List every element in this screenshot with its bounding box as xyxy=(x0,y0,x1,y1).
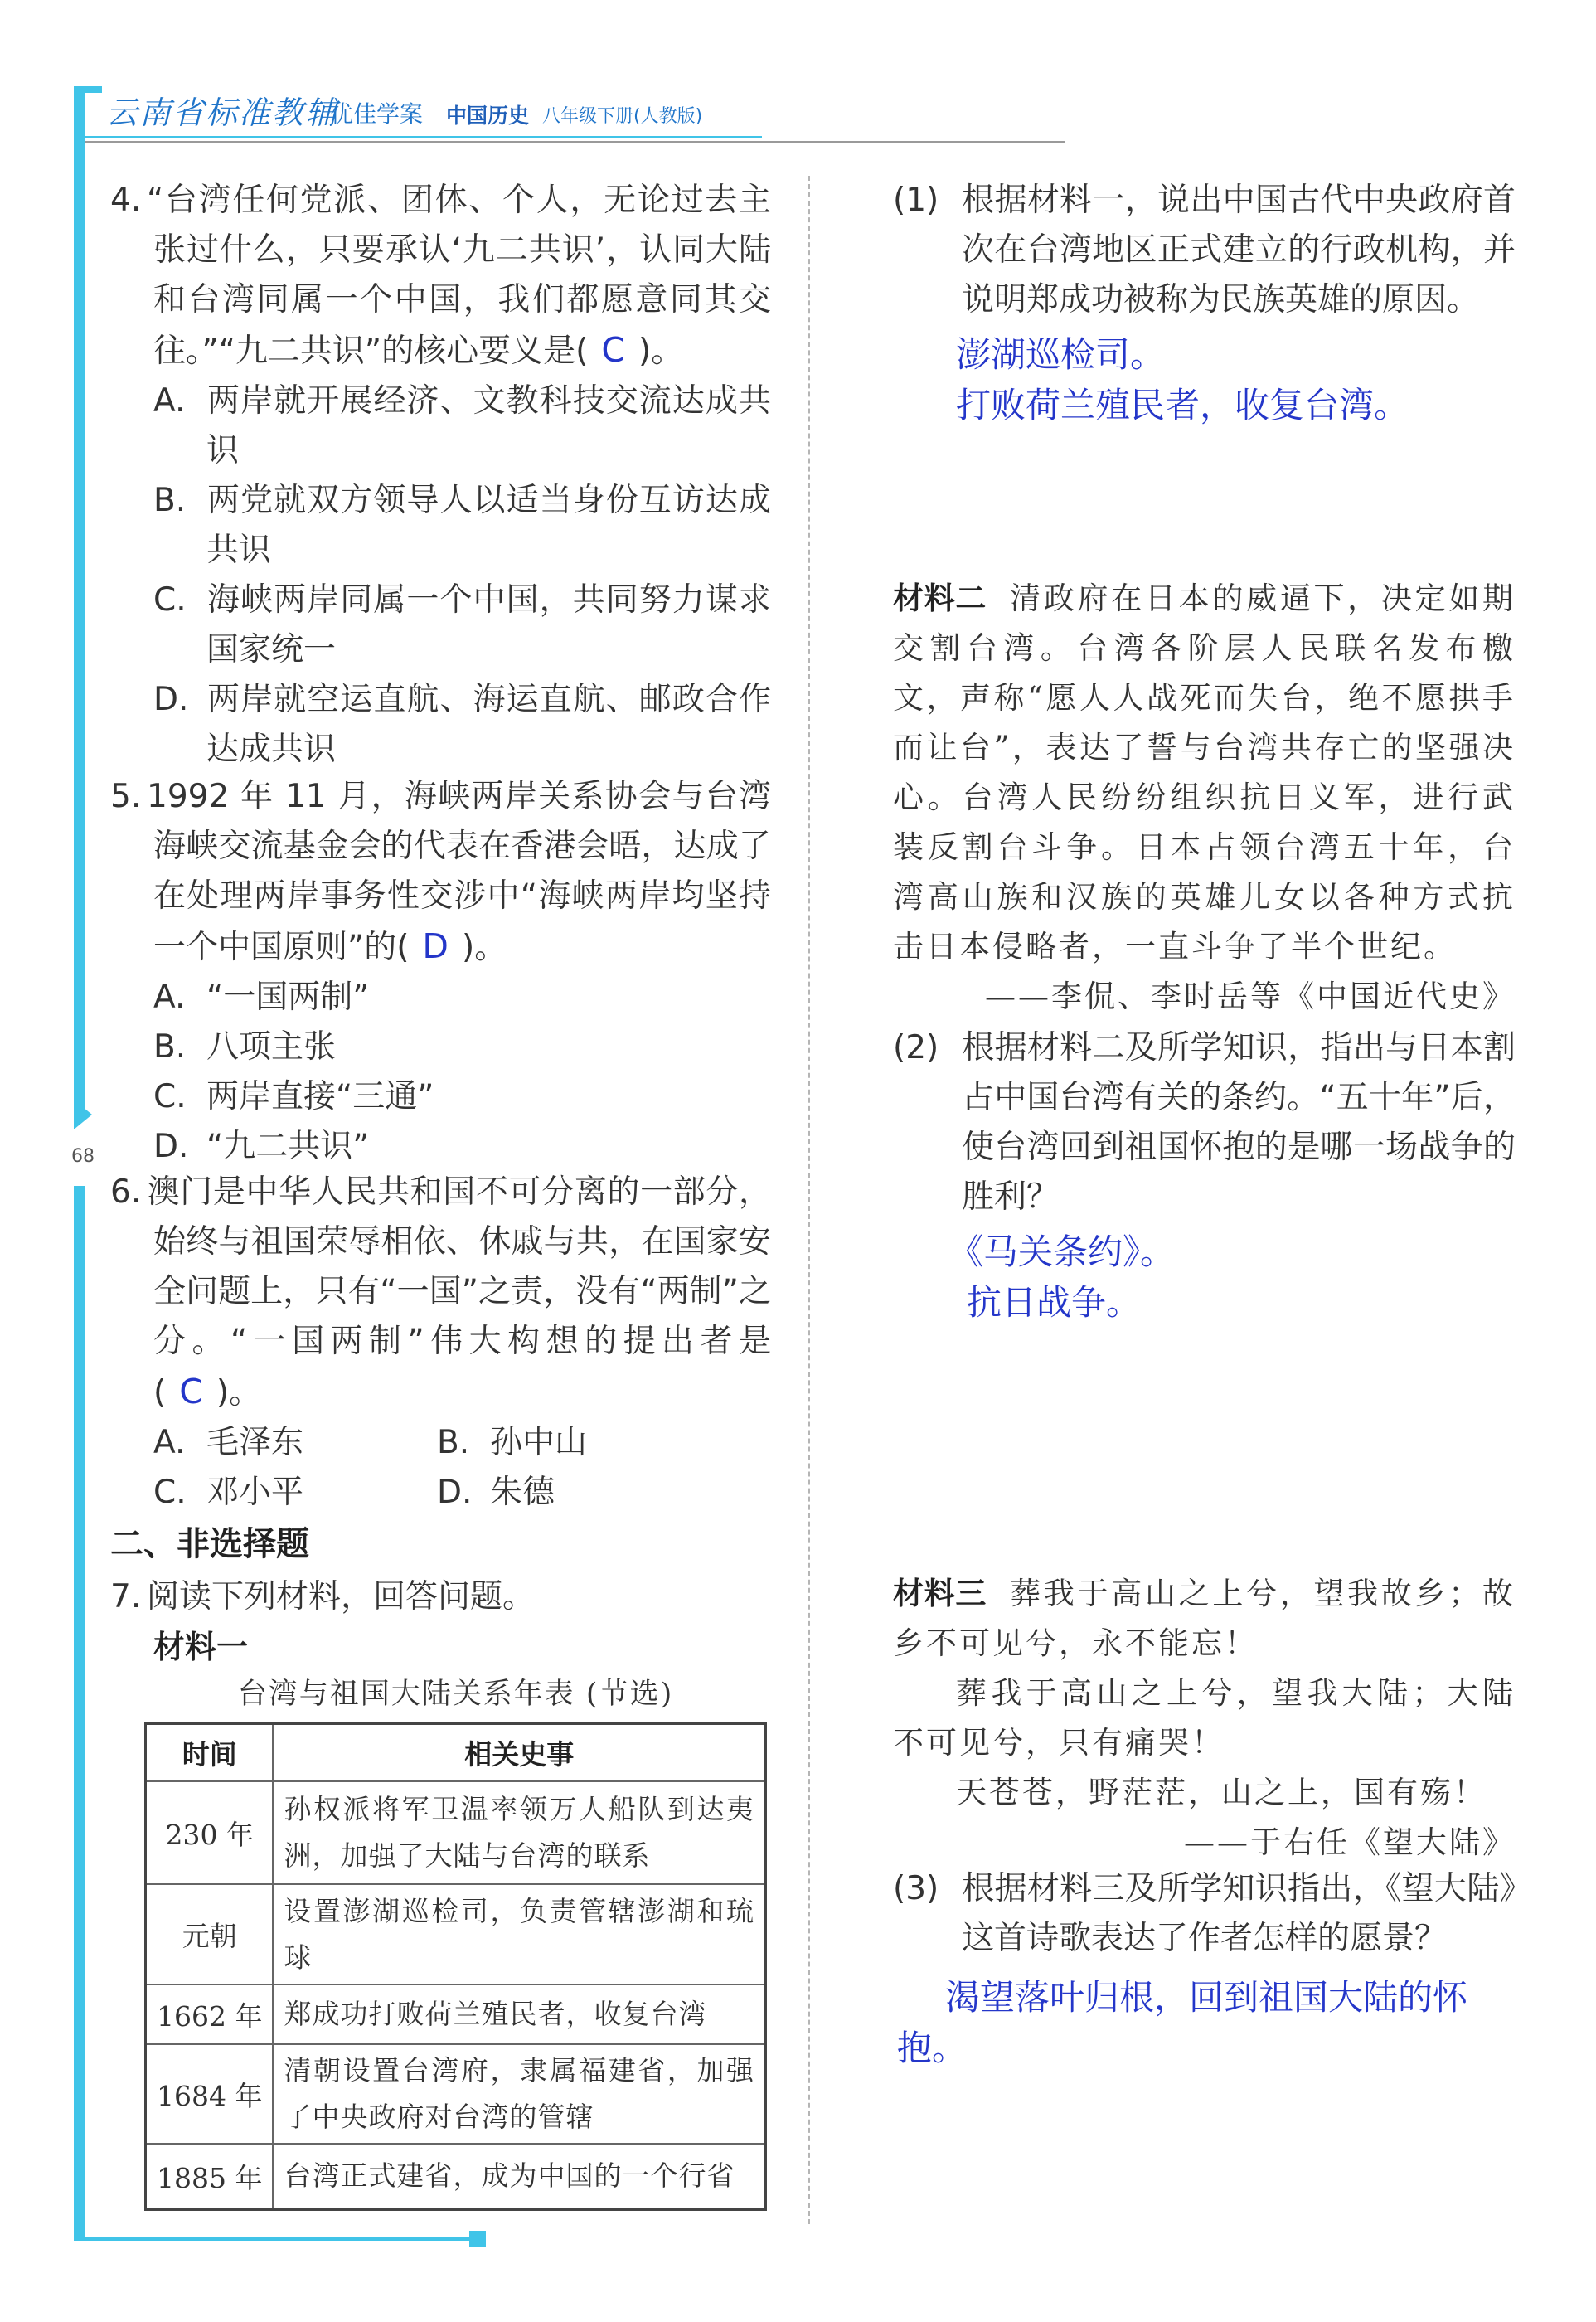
material-1-label: 材料一 xyxy=(153,1629,249,1665)
option-a xyxy=(153,973,771,1023)
option-c xyxy=(153,576,771,675)
option-grid xyxy=(153,1418,771,1518)
option-d xyxy=(153,675,771,775)
stem-text: 1992 年 11 月，海峡两岸关系协会与台湾海峡交流基金会的代表在香港会晤，达成了在处理两岸事务性交涉中“海峡两岸均坚持一个中国原则”的( xyxy=(147,778,771,966)
table-row xyxy=(146,1781,766,1884)
part-prompt xyxy=(893,1864,1516,1964)
question-number: 4. xyxy=(110,182,142,219)
option-text: 两党就双方领导人以适当身份互访达成共识 xyxy=(206,482,771,569)
option-b xyxy=(437,1418,720,1468)
header-rule xyxy=(74,141,1065,143)
row-event: 台湾正式建省，成为中国的一个行省 xyxy=(273,2144,765,2209)
question-number: 7. xyxy=(110,1578,142,1615)
stanza-text: 葬我于高山之上兮，望我故乡；故乡不可见兮，永不能忘！ xyxy=(893,1576,1516,1661)
header-underline xyxy=(74,136,762,138)
row-time: 1885 年 xyxy=(146,2144,274,2209)
header-subject: 中国历史 xyxy=(446,104,530,128)
part-label: (2) xyxy=(893,1029,939,1066)
option-text: “一国两制” xyxy=(206,979,370,1016)
answer-line: 打败荷兰殖民者，收复台湾。 xyxy=(956,385,1409,425)
stem-text: “台湾任何党派、团体、个人，无论过去主张过什么，只要承认‘九二共识’，认同大陆和台湾同属一个中国，我们都愿意同其交往。”“九二共识”的核心要义是( xyxy=(147,182,771,370)
material-3-stanza: 天苍苍，野茫茫，山之上，国有殇！ xyxy=(956,1775,1487,1810)
option-a xyxy=(153,1418,437,1468)
part-text: 根据材料二及所学知识，指出与日本割占中国台湾有关的条约。“五十年”后，使台湾回到祖国怀抱的是哪一场战争的胜利？ xyxy=(962,1029,1516,1216)
question-stem xyxy=(110,772,771,973)
answer-line: 抗日战争。 xyxy=(967,1282,1142,1323)
option-label: C. xyxy=(153,1474,187,1511)
option-label: B. xyxy=(437,1424,470,1461)
material-2-body xyxy=(893,574,1516,972)
option-label: A. xyxy=(153,979,186,1016)
header-brand: 优佳学案 xyxy=(330,100,424,128)
stem-text-end: )。 xyxy=(216,1374,262,1411)
material-3-source: ——于右任《望大陆》 xyxy=(1184,1824,1516,1860)
page-number: 68 xyxy=(71,1146,95,1167)
question-number: 6. xyxy=(110,1173,142,1211)
header-event: 相关史事 xyxy=(273,1724,765,1782)
stem-text: 阅读下列材料，回答问题。 xyxy=(147,1578,536,1615)
part-2-answer xyxy=(948,1227,1175,1328)
option-b xyxy=(153,476,771,576)
table-title: 台湾与祖国大陆关系年表 (节选) xyxy=(237,1678,674,1711)
table-row xyxy=(146,2044,766,2144)
row-time: 元朝 xyxy=(146,1884,274,1984)
option-text: 邓小平 xyxy=(206,1474,304,1511)
row-time: 1684 年 xyxy=(146,2044,274,2144)
answer-choice: D xyxy=(422,926,449,966)
option-b xyxy=(153,1023,771,1072)
bottom-rule xyxy=(74,2237,472,2241)
material-2-source: ——李侃、李时岳等《中国近代史》 xyxy=(985,979,1516,1014)
part-label: (3) xyxy=(893,1870,939,1907)
table-row xyxy=(146,1984,766,2044)
bottom-square-marker xyxy=(469,2231,486,2247)
option-text: 孙中山 xyxy=(490,1424,588,1461)
question-stem xyxy=(110,176,771,376)
question-6 xyxy=(110,1168,771,1518)
option-text: 两岸就空运直航、海运直航、邮政合作达成共识 xyxy=(206,681,771,768)
row-event: 设置澎湖巡检司，负责管辖澎湖和琉球 xyxy=(273,1884,765,1984)
left-margin-bar xyxy=(74,139,85,1110)
option-label: D. xyxy=(153,1128,189,1165)
option-text: 朱德 xyxy=(490,1474,555,1511)
option-label: B. xyxy=(153,1028,187,1066)
header-grade: 八年级下册(人教版) xyxy=(542,106,703,127)
answer-choice: C xyxy=(179,1372,203,1411)
material-2 xyxy=(893,574,1516,1022)
option-text: 两岸直接“三通” xyxy=(206,1078,434,1115)
left-margin-bar-lower xyxy=(74,1186,85,2239)
material-3 xyxy=(893,1569,1516,1868)
option-label: D. xyxy=(153,681,189,718)
timeline-table xyxy=(144,1722,767,2211)
table-row xyxy=(146,2144,766,2209)
stem-text-end: )。 xyxy=(638,333,684,370)
question-7-part-3 xyxy=(893,1864,1516,1964)
option-text: 两岸就开展经济、文教科技交流达成共识 xyxy=(206,382,771,469)
option-label: D. xyxy=(437,1474,473,1511)
stem-text-end: )。 xyxy=(462,929,507,966)
option-c xyxy=(153,1072,771,1122)
row-time: 230 年 xyxy=(146,1781,274,1884)
question-7-part-1 xyxy=(893,176,1516,325)
question-4 xyxy=(110,176,771,775)
option-a xyxy=(153,376,771,476)
option-text: 八项主张 xyxy=(206,1028,337,1066)
answer-choice: C xyxy=(601,330,625,370)
question-7 xyxy=(110,1572,771,1622)
header-time: 时间 xyxy=(146,1724,274,1782)
part-3-answer: 渴望落叶归根，回到祖国大陆的怀抱。 xyxy=(897,1977,1468,2068)
option-label: A. xyxy=(153,382,186,420)
question-number: 5. xyxy=(110,778,142,815)
material-2-label: 材料二 xyxy=(893,580,987,616)
part-text: 根据材料三及所学知识指出，《望大陆》这首诗歌表达了作者怎样的愿景？ xyxy=(962,1870,1516,1957)
margin-arrow-icon xyxy=(74,1100,92,1129)
question-7-part-2 xyxy=(893,1023,1516,1222)
option-label: C. xyxy=(153,1078,187,1115)
row-event: 清朝设置台湾府，隶属福建省，加强了中央政府对台湾的管辖 xyxy=(273,2044,765,2144)
option-c xyxy=(153,1468,437,1518)
part-1-answer xyxy=(956,329,1409,430)
option-label: C. xyxy=(153,581,187,619)
option-d xyxy=(153,1122,771,1172)
option-text: 毛泽东 xyxy=(206,1424,304,1461)
option-text: “九二共识” xyxy=(206,1128,370,1165)
part-text: 根据材料一，说出中国古代中央政府首次在台湾地区正式建立的行政机构，并说明郑成功被称为民族英雄的原因。 xyxy=(962,182,1516,318)
answer-line: 澎湖巡检司。 xyxy=(956,334,1166,375)
option-d xyxy=(437,1468,720,1518)
material-3-stanza xyxy=(893,1569,1516,1669)
option-text: 海峡两岸同属一个中国，共同努力谋求国家统一 xyxy=(206,581,771,668)
answer-line: 《马关条约》。 xyxy=(948,1231,1176,1272)
question-stem xyxy=(110,1572,771,1622)
question-5 xyxy=(110,772,771,1172)
material-3-label: 材料三 xyxy=(893,1576,987,1611)
header-series: 云南省标准教辅 xyxy=(106,95,339,131)
material-3-stanza: 葬我于高山之上兮，望我大陆；大陆不可见兮，只有痛哭！ xyxy=(893,1675,1516,1761)
question-stem xyxy=(110,1168,771,1418)
part-prompt xyxy=(893,176,1516,325)
part-label: (1) xyxy=(893,182,939,219)
part-prompt xyxy=(893,1023,1516,1222)
table-header-row xyxy=(146,1724,766,1782)
material-2-text: 清政府在日本的威逼下，决定如期交割台湾。台湾各阶层人民联名发布檄文，声称“愿人人战死而失台，绝不愿拱手而让台”，表达了誓与台湾共存亡的坚强决心。台湾人民纷纷组织抗日义军，进行武装反割台斗争。日本占领台湾五十年，台湾高山族和汉族的英雄儿女以各种方式抗击日本侵略者，一直斗争了半个世纪。 xyxy=(893,580,1516,964)
header-bracket-top xyxy=(74,86,102,93)
option-label: A. xyxy=(153,1424,186,1461)
header-bracket xyxy=(74,86,85,139)
option-label: B. xyxy=(153,482,187,519)
table-row xyxy=(146,1884,766,1984)
stem-text: 澳门是中华人民共和国不可分离的一部分，始终与祖国荣辱相依、休戚与共，在国家安全问题上，只有“一国”之责，没有“两制”之分。“一国两制”伟大构想的提出者是( xyxy=(147,1173,771,1411)
row-event: 郑成功打败荷兰殖民者，收复台湾 xyxy=(273,1984,765,2044)
section-heading: 二、非选择题 xyxy=(110,1525,309,1563)
row-event: 孙权派将军卫温率领万人船队到达夷洲，加强了大陆与台湾的联系 xyxy=(273,1781,765,1884)
column-divider xyxy=(808,176,810,2224)
row-time: 1662 年 xyxy=(146,1984,274,2044)
